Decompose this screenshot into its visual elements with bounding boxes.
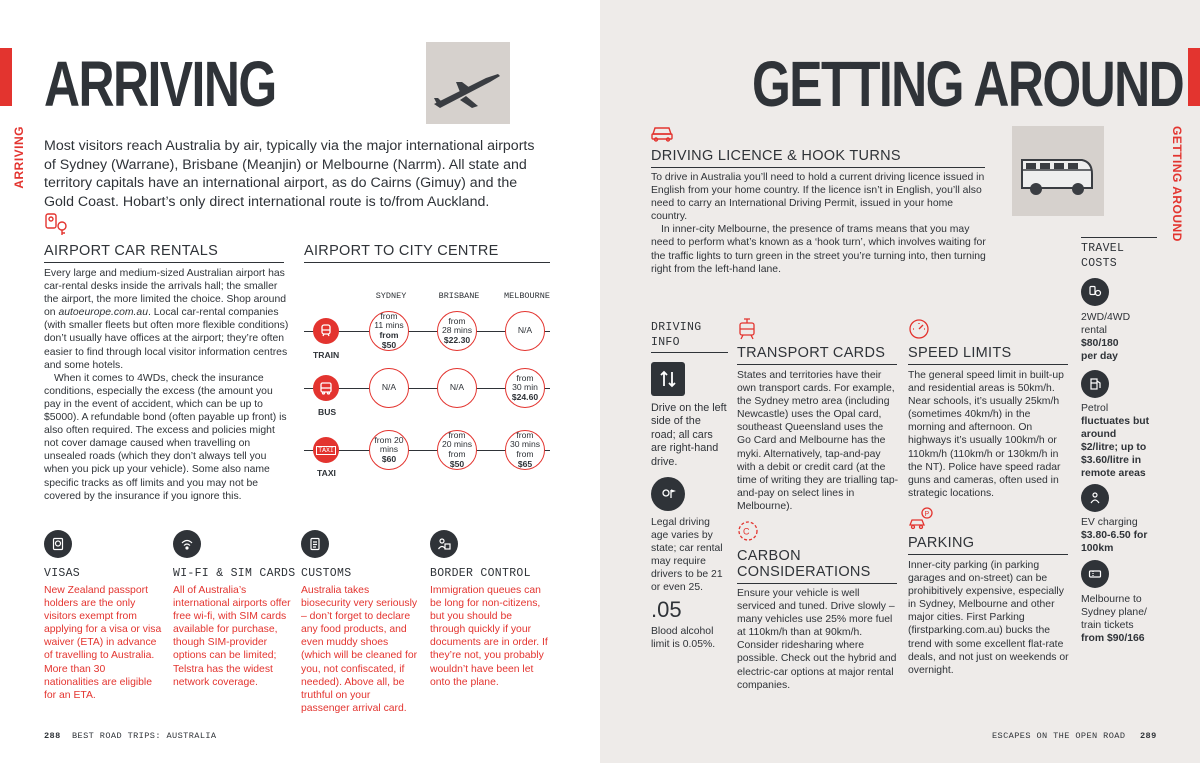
travel-costs-rule bbox=[1081, 237, 1157, 238]
train-icon bbox=[313, 318, 339, 344]
city-col-brisbane: BRISBANE bbox=[438, 291, 480, 301]
svg-text:C: C bbox=[743, 526, 750, 537]
train-brisbane-circle: from 28 mins $22.30 bbox=[437, 311, 477, 351]
left-side-tab-label: ARRIVING bbox=[12, 126, 26, 189]
plane-train-ticket-cost: Melbourne to Sydney plane/ train tickets from $90/166 bbox=[1081, 594, 1147, 644]
passport-icon bbox=[44, 530, 72, 558]
travel-costs-heading: TRAVEL COSTS bbox=[1081, 242, 1125, 270]
autoeurope-link[interactable]: autoeurope.com.au bbox=[58, 307, 148, 319]
right-edge-tab bbox=[1188, 48, 1200, 106]
bus-label: BUS bbox=[318, 407, 337, 417]
taxi-brisbane-circle: from 20 mins from $50 bbox=[437, 430, 477, 470]
taxi-melbourne-circle: from 30 mins from $65 bbox=[505, 430, 545, 470]
parking-heading: PARKING bbox=[908, 535, 1068, 555]
wifi-sim-text: All of Australia’s international airports offer free wi-fi, with SIM cards available for purchase, though SIM-provider options can be limited; Telstra has the widest network coverage. bbox=[173, 585, 291, 688]
train-label: TRAIN bbox=[313, 350, 340, 360]
customs-text: Australia takes biosecurity very seriously – don’t forget to declare any food products, and even muddy shoes (which will be cleaned for you, not confiscated, if needed). Above all, be truthful on your passenger arrival card. bbox=[301, 585, 418, 714]
arriving-intro: Most visitors reach Australia by air, typically via the major international airports of Sydney (Warrane), Brisbane (Meanjin) or Melbourne (Narrm). All state and territory capitals have an international airport, as do Cairns (Gimuy) and the Gold Coast. Hobart’s only direct international route is to/from Auckland. bbox=[44, 138, 535, 210]
border-officer-icon bbox=[430, 530, 458, 558]
visas-text: New Zealand passport holders are the only visitors exempt from applying for a visa or visa waiver (ETA) in advance of travelling to Australia. More than 30 nationalities are eligible for an ETA. bbox=[44, 585, 162, 701]
bus-icon bbox=[313, 375, 339, 401]
customs-heading: CUSTOMS bbox=[301, 567, 352, 580]
ev-charging-icon bbox=[1081, 484, 1109, 512]
wifi-sim-heading: WI-FI & SIM CARDS bbox=[173, 567, 296, 580]
transport-cards-heading: TRANSPORT CARDS bbox=[737, 345, 897, 365]
visas-heading: VISAS bbox=[44, 567, 81, 580]
taxi-sydney-circle: from 20 mins $60 bbox=[369, 430, 409, 470]
transport-cards-text: States and territories have their own transport cards. For example, the Sydney metro area (including Newcastle) uses the Opal card, southeast Queensland uses the Go Card and Melbourne has the myki. Alternatively, tap-and-pay with a debit or credit card (at the time of writing they are trialling tap-and-pay on select lines in Melbourne). bbox=[737, 370, 899, 512]
bus-sydney-circle: N/A bbox=[369, 368, 409, 408]
driving-licence-heading: DRIVING LICENCE & HOOK TURNS bbox=[651, 148, 985, 168]
ev-charging-cost: EV charging $3.80-6.50 for 100km bbox=[1081, 517, 1148, 554]
page-title-getting-around: GETTING AROUND bbox=[752, 48, 1184, 120]
airport-to-city-heading: AIRPORT TO CITY CENTRE bbox=[304, 243, 550, 263]
driving-age-text: Legal driving age varies by state; car rental may require drivers to be 21 or even 25. bbox=[651, 517, 723, 594]
campervan-photo bbox=[1012, 126, 1104, 216]
car-key-icon bbox=[44, 212, 70, 241]
fuel-pump-icon bbox=[1081, 370, 1109, 398]
speedometer-icon bbox=[908, 318, 930, 345]
carbon-co2-icon bbox=[737, 520, 759, 547]
car-icon bbox=[650, 124, 674, 147]
city-col-melbourne: MELBOURNE bbox=[504, 291, 550, 301]
border-control-heading: BORDER CONTROL bbox=[430, 567, 531, 580]
two-way-arrows-icon bbox=[651, 362, 685, 396]
rental-cost: 2WD/4WD rental $80/180 per day bbox=[1081, 312, 1131, 362]
right-side-tab-label: GETTING AROUND bbox=[1170, 126, 1184, 242]
border-control-text: Immigration queues can be long for non-citizens, but you should be through quickly if your documents are in order. If they’re not, you probably wouldn’t have been let onto the plane. bbox=[430, 585, 548, 688]
right-page-number: 289 bbox=[1140, 731, 1157, 741]
blood-alcohol-figure: .05 bbox=[651, 597, 682, 622]
airport-car-rentals-heading: AIRPORT CAR RENTALS bbox=[44, 243, 284, 263]
airplane-photo bbox=[426, 42, 510, 124]
airport-car-rentals-text: Every large and medium-sized Australian airport has car-rental desks inside the arrivals hall; the smaller the airport, the more limited the choice. Shop around on autoeurope.com.au. Local car-rental companies (with smaller fleets but often more flexible conditions) don’t usually have offices at the airport; they’re often easier to find through local visitor information centres and some hotels. When it comes to 4WDs, check the insurance conditions, especially the excess (the amount you pay in the event of accident, which can be up to $5000). A refundable bond (often payable up front) is also often required. The excess and policies might not cover damage caused when travelling on unsealed roads (which they don’t always tell you when you pick up your vehicle). Some also name specific tracks as off limits and you may not be covered by the insurance if you ignore this. bbox=[44, 268, 289, 502]
right-footer-title: ESCAPES ON THE OPEN ROAD bbox=[992, 731, 1126, 741]
parking-text: Inner-city parking (in parking garages and on-street) can be prohibitively expensive, especially in Sydney, Melbourne and other major cities. First Parking (firstparking.com.au) bucks the trend with some excellent flat-rate deals, and not just on weekends or overnight. bbox=[908, 560, 1069, 676]
petrol-cost: Petrol fluctuates but around $2/litre; up to $3.60/litre in remote areas bbox=[1081, 403, 1150, 479]
car-key-cost-icon bbox=[1081, 278, 1109, 306]
drive-left-text: Drive on the left side of the road; all cars are right-hand drive. bbox=[651, 402, 727, 468]
parking-car-icon bbox=[908, 507, 934, 536]
left-footer-title: BEST ROAD TRIPS: AUSTRALIA bbox=[72, 731, 217, 741]
wifi-icon bbox=[173, 530, 201, 558]
driver-licence-icon bbox=[651, 477, 685, 511]
checklist-icon bbox=[301, 530, 329, 558]
train-melbourne-circle: N/A bbox=[505, 311, 545, 351]
blood-alcohol-text: Blood alcohol limit is 0.05%. bbox=[651, 626, 716, 651]
page-title-arriving: ARRIVING bbox=[44, 48, 276, 120]
carbon-heading: CARBON CONSIDERATIONS bbox=[737, 548, 897, 584]
bus-brisbane-circle: N/A bbox=[437, 368, 477, 408]
driving-licence-text: To drive in Australia you’ll need to hold a current driving licence issued in English from your home country. If the licence isn’t in English, you’ll also need to carry an International Driving Permit, issued in your home country. In inner-city Melbourne, the presence of trams means that you may need to perform what’s known as a ‘hook turn’, which involves waiting for the traffic lights to turn green in the street you’re turning into, then turning right from the left-hand lane. bbox=[651, 172, 986, 275]
driving-info-heading: DRIVING INFO bbox=[651, 320, 728, 353]
taxi-label: TAXI bbox=[317, 468, 336, 478]
speed-limits-text: The general speed limit in built-up and residential areas is 50km/h. Near schools, it’s usually 25km/h (sometimes 40km/h) in the morning and afternoon. On highways it’s usually 100km/h or 110km/h (110km/h or 130km/h in the NT). Police have speed radar guns and cameras, often used in strategic locations. bbox=[908, 370, 1064, 499]
ticket-icon bbox=[1081, 560, 1109, 588]
speed-limits-heading: SPEED LIMITS bbox=[908, 345, 1068, 365]
taxi-icon: TAXI bbox=[313, 437, 339, 463]
city-col-sydney: SYDNEY bbox=[375, 291, 407, 301]
bus-melbourne-circle: from 30 min $24.60 bbox=[505, 368, 545, 408]
svg-text:P: P bbox=[924, 511, 930, 518]
train-sydney-circle: from 11 mins from $50 bbox=[369, 311, 409, 351]
left-edge-tab bbox=[0, 48, 12, 106]
tram-icon bbox=[737, 318, 757, 345]
right-page bbox=[600, 0, 1200, 763]
carbon-text: Ensure your vehicle is well serviced and tuned. Drive slowly – many vehicles use 25% more fuel at 110km/h than at 90km/h. Consider ridesharing where possible. Check out the hybrid and electric-car options at major rental companies. bbox=[737, 588, 897, 691]
left-page-number: 288 bbox=[44, 731, 61, 741]
